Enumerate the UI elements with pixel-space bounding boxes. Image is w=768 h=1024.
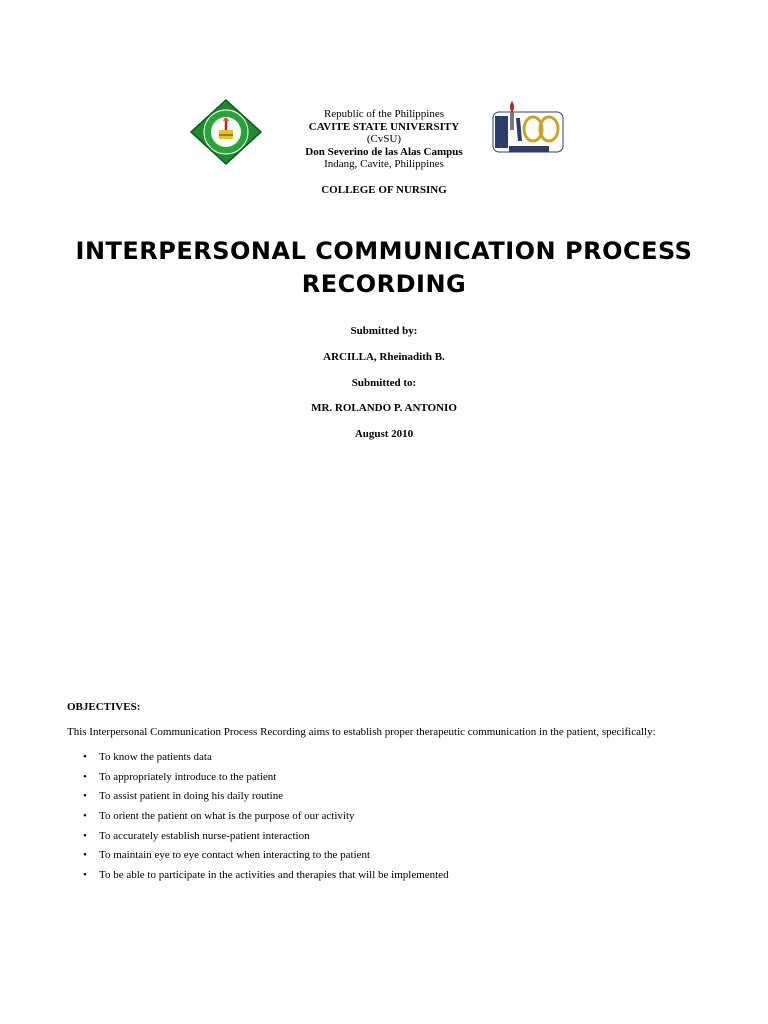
submitted-to-label: Submitted to: [351,377,417,389]
objective-text: To know the patients data [99,751,212,763]
list-item [67,828,449,848]
list-item [67,847,449,867]
list-item [67,867,449,887]
bullet-icon: • [83,770,87,783]
bullet-icon: • [83,869,87,882]
objective-text: To appropriately introduce to the patient [99,770,277,783]
list-item [67,788,449,808]
header-college: COLLEGE OF NURSING [321,184,447,196]
objectives-intro: This Interpersonal Communication Process Recording aims to establish proper therapeutic communication in the patient, specifically: [67,726,656,738]
bullet-icon: • [83,810,87,823]
bullet-icon: • [83,849,87,862]
list-item [67,749,449,769]
objective-text: To maintain eye to eye contact when interacting to the patient [99,849,371,862]
list-item [67,769,449,789]
bullet-icon: • [83,751,87,763]
objective-text: To accurately establish nurse-patient interaction [99,829,310,842]
header-university: CAVITE STATE UNIVERSITY [308,121,460,133]
document-title-line2: RECORDING [301,270,467,298]
submitted-by-label: Submitted by: [350,325,418,337]
objectives-heading: OBJECTIVES: [67,701,141,713]
objective-text: To orient the patient on what is the purpose of our activity [99,810,355,823]
objective-text: To be able to participate in the activities and therapies that will be implemented [99,869,449,882]
objective-text: To assist patient in doing his daily routine [99,790,284,803]
header-campus: Don Severino de las Alas Campus [305,146,463,158]
bullet-icon: • [83,829,87,842]
objectives-list [67,749,449,887]
header-republic: Republic of the Philippines [323,108,445,120]
submitted-to-name: MR. ROLANDO P. ANTONIO [311,402,457,414]
header-abbrev: (CvSU) [366,133,402,145]
submission-date: August 2010 [354,428,414,440]
submitted-by-name: ARCILLA, Rheinadith B. [323,351,445,363]
list-item [67,808,449,828]
header-location: Indang, Cavite, Philippines [324,158,444,170]
document-title-line1: INTERPERSONAL COMMUNICATION PROCESS [75,237,693,265]
bullet-icon: • [83,790,87,803]
